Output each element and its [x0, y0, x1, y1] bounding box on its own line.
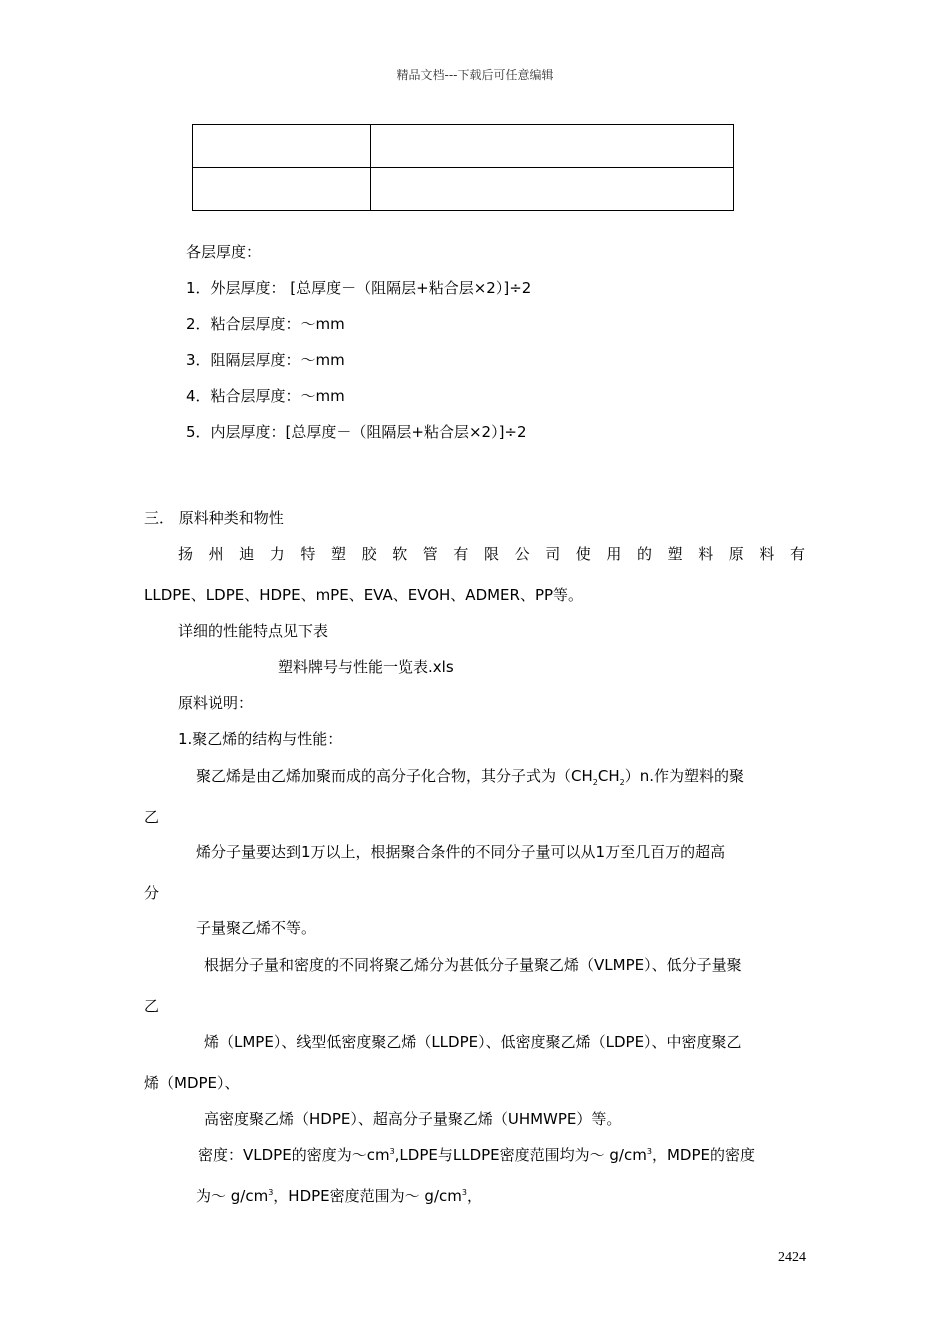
- density-line-1: 密度：VLDPE的密度为$\sim cm^3,LDPE$与LLDPE密度范围均为～ $g/cm^3$，MDPE的密度: [198, 1146, 755, 1164]
- paragraph-6: 高密度聚乙烯（HDPE）、超高分子量聚乙烯（UHMWPE）等。: [204, 1110, 622, 1128]
- paragraph-2-wrap: 分: [144, 884, 160, 902]
- list-item: 1．外层厚度： [总厚度－（阻隔层+粘合层×2）]÷2: [186, 279, 532, 297]
- paragraph-4-wrap: 乙: [144, 997, 160, 1015]
- list-item: 2．粘合层厚度：～mm: [186, 315, 345, 333]
- table-row: [193, 168, 734, 211]
- paragraph-5-wrap: 烯（MDPE）、: [144, 1074, 240, 1092]
- table-cell: [193, 168, 371, 211]
- list-item: 3．阻隔层厚度：～mm: [186, 351, 345, 369]
- paragraph-1: 聚乙烯是由乙烯加聚而成的高分子化合物，其分子式为$(CH_2CH_2)n$.作为塑料的聚: [196, 767, 744, 787]
- notes-label: 原料说明：: [178, 694, 254, 712]
- layers-title: 各层厚度：: [186, 243, 262, 261]
- paragraph-5: 烯（LMPE）、线型低密度聚乙烯（LLDPE）、低密度聚乙烯（LDPE）、中密度聚乙: [204, 1033, 742, 1051]
- list-item: 4．粘合层厚度：～mm: [186, 387, 345, 405]
- intro-line-1: 扬州迪力特塑胶软管有限公司使用的塑料原料有: [178, 545, 805, 563]
- section-heading: 三． 原料种类和物性: [144, 509, 284, 527]
- density-line-2: 为～ $g/cm^3$，HDPE密度范围为～ $g/cm^3$，: [196, 1187, 482, 1205]
- intro-line-2: LLDPE、LDPE、HDPE、mPE、EVA、EVOH、ADMER、PP等。: [144, 586, 584, 604]
- see-table-text: 详细的性能特点见下表: [178, 622, 329, 640]
- subheading: 1.聚乙烯的结构与性能：: [178, 730, 343, 748]
- paragraph-1-wrap: 乙: [144, 808, 160, 826]
- blank-table: [192, 124, 734, 211]
- page-number: 2424: [778, 1250, 806, 1265]
- attachment-link[interactable]: 塑料牌号与性能一览表.xls: [278, 658, 454, 676]
- paragraph-3: 子量聚乙烯不等。: [196, 919, 317, 937]
- table-cell: [371, 168, 734, 211]
- table-cell: [193, 125, 371, 168]
- table-cell: [371, 125, 734, 168]
- page-header: 精品文档---下载后可任意编辑: [396, 68, 554, 82]
- table-row: [193, 125, 734, 168]
- list-item: 5．内层厚度：[总厚度－（阻隔层+粘合层×2）]÷2: [186, 423, 527, 441]
- paragraph-4: 根据分子量和密度的不同将聚乙烯分为甚低分子量聚乙烯（VLMPE）、低分子量聚: [204, 956, 742, 974]
- paragraph-2: 烯分子量要达到1万以上，根据聚合条件的不同分子量可以从1万至几百万的超高: [196, 843, 726, 861]
